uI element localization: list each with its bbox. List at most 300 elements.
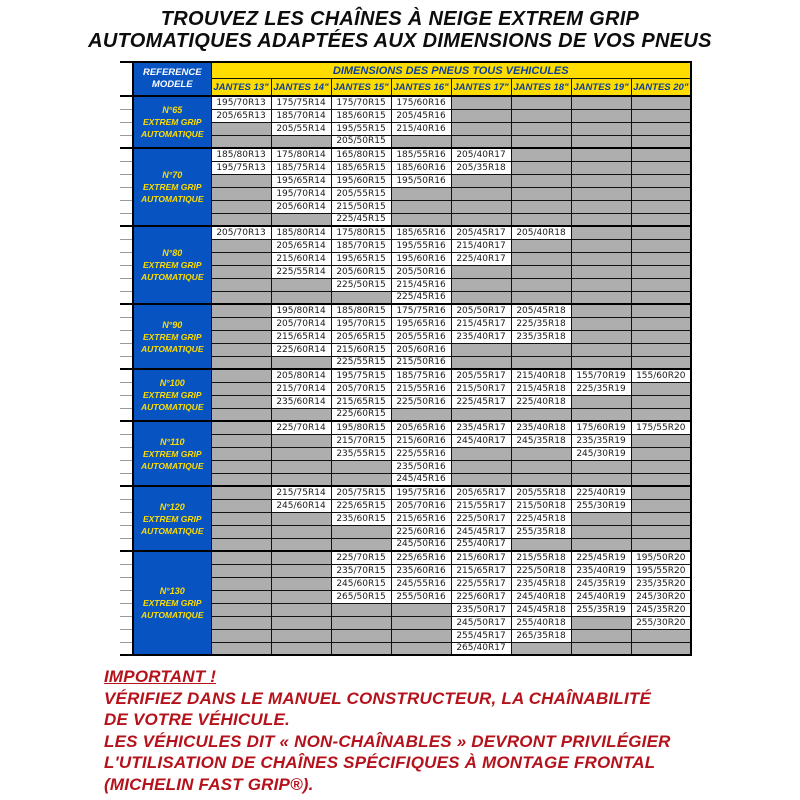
empty-cell xyxy=(571,356,631,369)
tire-size-cell: 215/55R18 xyxy=(511,551,571,564)
important-lines xyxy=(104,688,800,796)
empty-cell xyxy=(211,239,271,252)
empty-cell xyxy=(631,356,691,369)
empty-cell xyxy=(211,343,271,356)
tire-size-cell: 245/35R19 xyxy=(571,577,631,590)
empty-cell xyxy=(511,460,571,473)
empty-cell xyxy=(511,642,571,655)
empty-cell xyxy=(571,395,631,408)
empty-cell xyxy=(211,590,271,603)
empty-cell xyxy=(211,135,271,148)
empty-cell xyxy=(451,291,511,304)
tire-size-cell: 235/35R18 xyxy=(511,330,571,343)
table-edge-sliver xyxy=(120,616,133,629)
tire-size-cell: 205/70R16 xyxy=(391,499,451,512)
empty-cell xyxy=(451,200,511,213)
tire-size-cell: 255/35R19 xyxy=(571,603,631,616)
empty-cell xyxy=(631,434,691,447)
tire-size-cell: 225/60R17 xyxy=(451,590,511,603)
tire-size-cell: 235/70R15 xyxy=(331,564,391,577)
empty-cell xyxy=(631,200,691,213)
empty-cell xyxy=(271,642,331,655)
empty-cell xyxy=(211,187,271,200)
table-edge-sliver xyxy=(120,122,133,135)
tire-size-cell: 245/55R16 xyxy=(391,577,451,590)
empty-cell xyxy=(271,473,331,486)
tire-size-cell: 215/60R16 xyxy=(391,434,451,447)
reference-model-header xyxy=(133,62,211,96)
empty-cell xyxy=(631,382,691,395)
tire-size-cell: 185/75R16 xyxy=(391,369,451,382)
tire-size-cell: 225/45R16 xyxy=(391,291,451,304)
empty-cell xyxy=(571,109,631,122)
empty-cell xyxy=(511,447,571,460)
tire-size-cell: 195/55R16 xyxy=(391,239,451,252)
empty-cell xyxy=(211,278,271,291)
model-subtitle: AUTOMATIQUE xyxy=(141,460,204,471)
model-subtitle: EXTREM GRIP xyxy=(142,331,202,342)
tire-size-cell: 245/35R18 xyxy=(511,434,571,447)
empty-cell xyxy=(571,525,631,538)
column-header: JANTES 16" xyxy=(391,79,451,97)
model-number: N°70 xyxy=(162,170,183,180)
empty-cell xyxy=(571,122,631,135)
tire-size-cell: 245/45R18 xyxy=(511,603,571,616)
empty-cell xyxy=(391,603,451,616)
table-edge-sliver xyxy=(120,226,133,239)
tire-size-cell: 205/50R17 xyxy=(451,304,511,317)
page-title xyxy=(0,0,800,52)
empty-cell xyxy=(511,109,571,122)
tire-size-cell: 205/80R14 xyxy=(271,369,331,382)
empty-cell xyxy=(211,291,271,304)
table-row xyxy=(120,551,691,564)
table-edge-sliver xyxy=(120,382,133,395)
empty-cell xyxy=(451,187,511,200)
tire-size-cell: 185/60R15 xyxy=(331,109,391,122)
tire-size-cell: 205/60R15 xyxy=(331,265,391,278)
tire-size-cell: 235/50R17 xyxy=(451,603,511,616)
tire-size-cell: 215/40R17 xyxy=(451,239,511,252)
empty-cell xyxy=(511,200,571,213)
model-number: N°65 xyxy=(162,105,183,115)
tire-size-cell: 205/65R13 xyxy=(211,109,271,122)
tire-size-cell: 215/65R16 xyxy=(391,512,451,525)
tire-size-cell: 205/70R13 xyxy=(211,226,271,239)
empty-cell xyxy=(391,629,451,642)
table-edge-sliver xyxy=(120,187,133,200)
empty-cell xyxy=(511,252,571,265)
empty-cell xyxy=(631,343,691,356)
tire-size-cell: 155/60R20 xyxy=(631,369,691,382)
empty-cell xyxy=(211,265,271,278)
model-number: N°130 xyxy=(159,586,185,596)
tire-size-cell: 235/60R14 xyxy=(271,395,331,408)
tire-size-cell: 225/40R17 xyxy=(451,252,511,265)
tire-size-cell: 215/60R17 xyxy=(451,551,511,564)
tire-size-cell: 185/70R14 xyxy=(271,109,331,122)
tire-size-cell: 215/50R16 xyxy=(391,356,451,369)
tire-size-cell: 175/80R14 xyxy=(271,148,331,161)
tire-size-cell: 185/75R14 xyxy=(271,161,331,174)
tire-size-cell: 245/50R17 xyxy=(451,616,511,629)
empty-cell xyxy=(211,447,271,460)
tire-size-cell: 205/45R17 xyxy=(451,226,511,239)
empty-cell xyxy=(631,499,691,512)
model-cell xyxy=(133,421,211,486)
empty-cell xyxy=(331,616,391,629)
empty-cell xyxy=(631,538,691,551)
tire-size-cell: 165/80R15 xyxy=(331,148,391,161)
empty-cell xyxy=(451,122,511,135)
empty-cell xyxy=(511,239,571,252)
tire-size-cell: 215/60R15 xyxy=(331,343,391,356)
empty-cell xyxy=(571,343,631,356)
empty-cell xyxy=(211,174,271,187)
empty-cell xyxy=(571,239,631,252)
empty-cell xyxy=(571,291,631,304)
tire-size-cell: 235/35R19 xyxy=(571,434,631,447)
empty-cell xyxy=(451,278,511,291)
tire-size-cell: 225/55R16 xyxy=(391,447,451,460)
table-edge-sliver xyxy=(120,603,133,616)
tire-size-cell: 195/55R20 xyxy=(631,564,691,577)
tire-size-cell: 235/60R16 xyxy=(391,564,451,577)
empty-cell xyxy=(271,629,331,642)
empty-cell xyxy=(631,473,691,486)
table-edge-sliver xyxy=(120,96,133,109)
tire-size-cell: 245/60R15 xyxy=(331,577,391,590)
empty-cell xyxy=(271,525,331,538)
table-edge-sliver xyxy=(120,200,133,213)
tire-size-cell: 195/75R15 xyxy=(331,369,391,382)
tire-size-cell: 225/45R15 xyxy=(331,213,391,226)
empty-cell xyxy=(331,525,391,538)
empty-cell xyxy=(331,460,391,473)
empty-cell xyxy=(631,525,691,538)
empty-cell xyxy=(271,538,331,551)
tire-size-cell: 235/60R15 xyxy=(331,512,391,525)
empty-cell xyxy=(511,122,571,135)
empty-cell xyxy=(511,174,571,187)
empty-cell xyxy=(271,577,331,590)
tire-size-cell: 215/65R14 xyxy=(271,330,331,343)
empty-cell xyxy=(571,187,631,200)
empty-cell xyxy=(631,642,691,655)
tire-size-cell: 205/40R18 xyxy=(511,226,571,239)
empty-cell xyxy=(451,135,511,148)
tire-size-cell: 205/35R18 xyxy=(451,161,511,174)
tire-size-cell: 215/50R15 xyxy=(331,200,391,213)
model-subtitle: AUTOMATIQUE xyxy=(141,272,204,282)
tire-size-cell: 175/75R16 xyxy=(391,304,451,317)
table-edge-sliver xyxy=(120,356,133,369)
empty-cell xyxy=(631,395,691,408)
empty-cell xyxy=(211,629,271,642)
table-edge-sliver xyxy=(120,109,133,122)
table-edge-sliver xyxy=(120,369,133,382)
tire-size-cell: 195/75R13 xyxy=(211,161,271,174)
tire-size-cell: 175/55R20 xyxy=(631,421,691,434)
empty-cell xyxy=(331,603,391,616)
empty-cell xyxy=(571,161,631,174)
title-line-1: TROUVEZ LES CHAÎNES À NEIGE EXTREM GRIP xyxy=(160,8,640,30)
tire-size-cell: 225/50R17 xyxy=(451,512,511,525)
empty-cell xyxy=(451,96,511,109)
tire-size-cell: 215/70R14 xyxy=(271,382,331,395)
tire-size-cell: 185/65R16 xyxy=(391,226,451,239)
tire-size-cell: 225/55R14 xyxy=(271,265,331,278)
tire-size-cell: 185/60R16 xyxy=(391,161,451,174)
model-subtitle: EXTREM GRIP xyxy=(142,182,202,192)
table-edge-sliver xyxy=(120,434,133,447)
tire-size-cell: 195/65R14 xyxy=(271,174,331,187)
model-number: N°80 xyxy=(162,248,183,258)
empty-cell xyxy=(571,148,631,161)
model-cell xyxy=(133,148,211,226)
tire-size-cell: 225/70R14 xyxy=(271,421,331,434)
empty-cell xyxy=(391,408,451,421)
tire-size-cell: 245/60R14 xyxy=(271,499,331,512)
important-line: LES VÉHICULES DIT « NON-CHAÎNABLES » DEVRONT PRIVILÉGIER xyxy=(104,731,671,751)
empty-cell xyxy=(631,239,691,252)
empty-cell xyxy=(391,200,451,213)
table-edge-sliver xyxy=(120,252,133,265)
empty-cell xyxy=(211,486,271,499)
column-header: JANTES 15" xyxy=(331,79,391,97)
tire-size-cell: 225/35R18 xyxy=(511,317,571,330)
tire-size-cell: 225/50R18 xyxy=(511,564,571,577)
tire-size-cell: 195/60R16 xyxy=(391,252,451,265)
empty-cell xyxy=(211,122,271,135)
empty-cell xyxy=(511,291,571,304)
tire-size-cell: 225/40R18 xyxy=(511,395,571,408)
tire-size-cell: 215/45R18 xyxy=(511,382,571,395)
tire-size-cell: 205/50R15 xyxy=(331,135,391,148)
empty-cell xyxy=(571,616,631,629)
empty-cell xyxy=(571,629,631,642)
empty-cell xyxy=(271,447,331,460)
tire-size-cell: 205/55R16 xyxy=(391,330,451,343)
tire-size-cell: 205/55R17 xyxy=(451,369,511,382)
empty-cell xyxy=(211,369,271,382)
empty-cell xyxy=(271,278,331,291)
tire-size-cell: 175/80R15 xyxy=(331,226,391,239)
table-edge-sliver xyxy=(120,642,133,655)
empty-cell xyxy=(211,213,271,226)
tire-size-cell: 215/45R17 xyxy=(451,317,511,330)
tire-size-cell: 205/45R16 xyxy=(391,109,451,122)
empty-cell xyxy=(511,135,571,148)
empty-cell xyxy=(631,187,691,200)
tire-size-cell: 255/40R17 xyxy=(451,538,511,551)
empty-cell xyxy=(211,551,271,564)
empty-cell xyxy=(631,629,691,642)
empty-cell xyxy=(631,109,691,122)
empty-cell xyxy=(511,343,571,356)
tire-size-cell: 225/60R14 xyxy=(271,343,331,356)
important-line: (MICHELIN FAST GRIP®). xyxy=(104,774,314,794)
tire-size-cell: 225/65R15 xyxy=(331,499,391,512)
tire-size-cell: 255/45R17 xyxy=(451,629,511,642)
tire-size-cell: 185/65R15 xyxy=(331,161,391,174)
empty-cell xyxy=(511,356,571,369)
table-row xyxy=(120,369,691,382)
empty-cell xyxy=(271,434,331,447)
empty-cell xyxy=(451,356,511,369)
table-edge-sliver xyxy=(120,447,133,460)
empty-cell xyxy=(631,408,691,421)
empty-cell xyxy=(211,499,271,512)
table-edge-sliver xyxy=(120,525,133,538)
model-subtitle: AUTOMATIQUE xyxy=(141,129,204,139)
tire-size-cell: 185/80R13 xyxy=(211,148,271,161)
empty-cell xyxy=(211,382,271,395)
empty-cell xyxy=(571,252,631,265)
empty-cell xyxy=(211,317,271,330)
tire-size-cell: 225/50R15 xyxy=(331,278,391,291)
empty-cell xyxy=(451,408,511,421)
tire-size-cell: 195/75R16 xyxy=(391,486,451,499)
empty-cell xyxy=(271,291,331,304)
tire-size-cell: 205/55R18 xyxy=(511,486,571,499)
model-number: N°120 xyxy=(159,501,185,512)
table-edge-sliver xyxy=(120,395,133,408)
tire-size-cell: 175/70R15 xyxy=(331,96,391,109)
model-number: N°90 xyxy=(162,319,183,330)
column-header: JANTES 13" xyxy=(211,79,271,97)
tire-size-cell: 195/50R16 xyxy=(391,174,451,187)
empty-cell xyxy=(211,538,271,551)
tire-size-cell: 245/45R16 xyxy=(391,473,451,486)
empty-cell xyxy=(211,434,271,447)
empty-cell xyxy=(211,200,271,213)
table-edge-sliver xyxy=(120,538,133,551)
tire-size-cell: 195/65R16 xyxy=(391,317,451,330)
tire-size-cell: 225/45R18 xyxy=(511,512,571,525)
empty-cell xyxy=(451,460,511,473)
tire-size-cell: 225/35R19 xyxy=(571,382,631,395)
model-subtitle: EXTREM GRIP xyxy=(142,260,202,270)
empty-cell xyxy=(571,473,631,486)
empty-cell xyxy=(631,330,691,343)
tire-size-cell: 245/50R16 xyxy=(391,538,451,551)
table-edge-sliver xyxy=(120,135,133,148)
tire-size-cell: 155/70R19 xyxy=(571,369,631,382)
model-cell xyxy=(133,226,211,304)
model-cell xyxy=(133,369,211,421)
empty-cell xyxy=(271,213,331,226)
tire-size-cell: 185/80R15 xyxy=(331,304,391,317)
empty-cell xyxy=(571,330,631,343)
empty-cell xyxy=(631,161,691,174)
tire-size-cell: 205/65R15 xyxy=(331,330,391,343)
tire-size-cell: 185/80R14 xyxy=(271,226,331,239)
empty-cell xyxy=(511,96,571,109)
tire-size-cell: 255/50R16 xyxy=(391,590,451,603)
empty-cell xyxy=(211,525,271,538)
empty-cell xyxy=(451,174,511,187)
tire-size-cell: 215/55R17 xyxy=(451,499,511,512)
empty-cell xyxy=(211,421,271,434)
tire-size-cell: 235/55R15 xyxy=(331,447,391,460)
tire-size-cell: 195/50R20 xyxy=(631,551,691,564)
tire-size-cell: 225/45R17 xyxy=(451,395,511,408)
table-header xyxy=(120,62,691,96)
model-cell xyxy=(133,304,211,369)
empty-cell xyxy=(211,577,271,590)
empty-cell xyxy=(211,460,271,473)
model-subtitle: EXTREM GRIP xyxy=(142,448,202,459)
table-edge-sliver xyxy=(120,161,133,174)
empty-cell xyxy=(631,226,691,239)
empty-cell xyxy=(211,395,271,408)
tire-size-cell: 195/70R15 xyxy=(331,317,391,330)
tire-size-cell: 195/70R14 xyxy=(271,187,331,200)
table-row xyxy=(120,421,691,434)
column-header: JANTES 18" xyxy=(511,79,571,97)
model-subtitle: AUTOMATIQUE xyxy=(141,610,204,620)
model-subtitle: AUTOMATIQUE xyxy=(141,343,204,354)
tire-size-cell: 205/65R16 xyxy=(391,421,451,434)
model-cell xyxy=(133,551,211,655)
tire-size-cell: 255/35R18 xyxy=(511,525,571,538)
table-edge-sliver xyxy=(120,317,133,330)
tire-size-cell: 195/55R15 xyxy=(331,122,391,135)
tire-size-table xyxy=(120,61,692,656)
empty-cell xyxy=(571,278,631,291)
tire-size-cell: 215/65R15 xyxy=(331,395,391,408)
empty-cell xyxy=(211,603,271,616)
table-edge-sliver xyxy=(120,551,133,564)
tire-size-cell: 175/60R19 xyxy=(571,421,631,434)
table-edge-sliver xyxy=(120,174,133,187)
tire-size-cell: 215/45R16 xyxy=(391,278,451,291)
tire-size-cell: 195/80R15 xyxy=(331,421,391,434)
reference-header-line1: REFERENCE xyxy=(142,67,202,78)
empty-cell xyxy=(631,174,691,187)
empty-cell xyxy=(211,642,271,655)
table-edge-sliver xyxy=(120,62,133,96)
empty-cell xyxy=(571,538,631,551)
tire-size-cell: 205/55R14 xyxy=(271,122,331,135)
empty-cell xyxy=(211,512,271,525)
empty-cell xyxy=(631,122,691,135)
table-edge-sliver xyxy=(120,473,133,486)
table-row xyxy=(120,226,691,239)
model-number: N°110 xyxy=(160,436,185,447)
tire-size-cell: 205/70R15 xyxy=(331,382,391,395)
tire-size-cell: 235/45R18 xyxy=(511,577,571,590)
tire-size-cell: 225/60R15 xyxy=(331,408,391,421)
empty-cell xyxy=(211,408,271,421)
tire-size-cell: 185/55R16 xyxy=(391,148,451,161)
table-row xyxy=(120,96,691,109)
title-line-2: AUTOMATIQUES ADAPTÉES AUX DIMENSIONS DE VOS PNEUS xyxy=(88,29,712,52)
table-edge-sliver xyxy=(120,486,133,499)
empty-cell xyxy=(631,96,691,109)
reference-header-line2: MODELE xyxy=(151,79,193,90)
model-subtitle: EXTREM GRIP xyxy=(142,117,202,127)
tire-size-cell: 255/40R18 xyxy=(511,616,571,629)
empty-cell xyxy=(271,603,331,616)
model-subtitle: EXTREM GRIP xyxy=(142,513,202,524)
empty-cell xyxy=(451,343,511,356)
tire-size-cell: 245/30R19 xyxy=(571,447,631,460)
tire-size-cell: 225/50R16 xyxy=(391,395,451,408)
table-edge-sliver xyxy=(120,213,133,226)
empty-cell xyxy=(211,330,271,343)
